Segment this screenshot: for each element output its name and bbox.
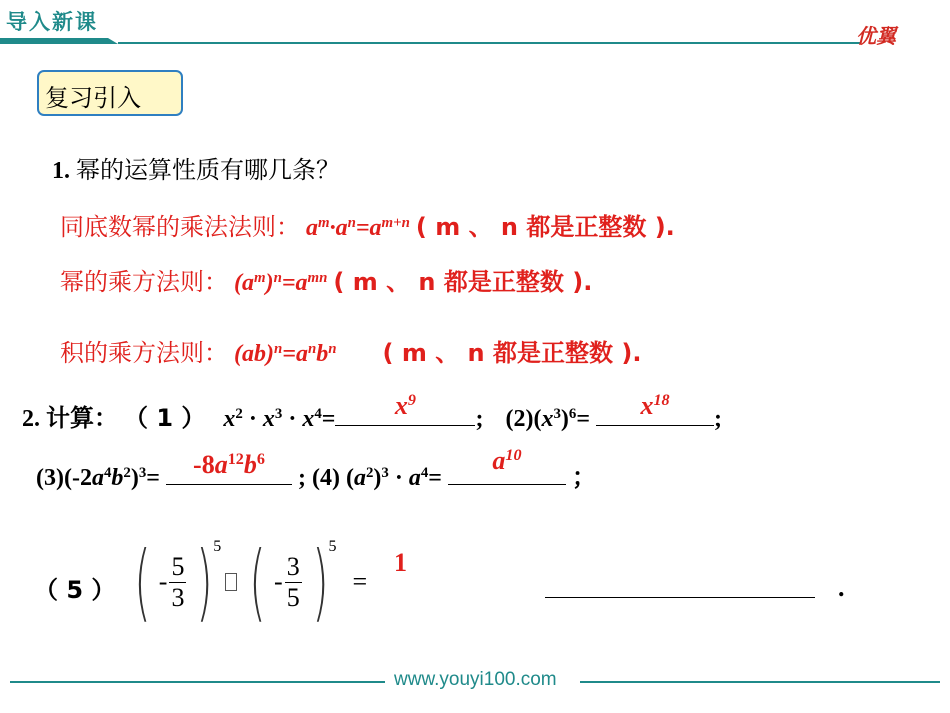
part-5-sign-1: -	[158, 567, 168, 596]
header-underline	[0, 0, 950, 50]
question-1-text: 幂的运算性质有哪几条？	[76, 156, 340, 184]
footer-line-left	[10, 681, 385, 683]
rule-product-name: 同底数幂的乘法法则：	[60, 213, 300, 241]
right-paren-icon: )	[311, 533, 329, 631]
rule-power-formula: $(a^m)^n=a^{mn}$	[234, 269, 328, 296]
rule-product-power	[60, 333, 641, 368]
separator: ;	[714, 406, 722, 432]
part-1-answer: $x^9$	[394, 391, 416, 420]
part-5-label: （ 5 ）	[34, 576, 116, 604]
part-3-expr: $(3)(-2a^4b^2)^3=$	[36, 464, 166, 491]
fraction-2-denominator: 5	[286, 582, 300, 612]
rule-product-condition: ( m 、 n 都是正整数 ).	[415, 213, 675, 241]
part-5-sign-2: -	[274, 567, 283, 596]
rule-product	[60, 207, 675, 242]
operator-placeholder-icon	[225, 573, 237, 591]
equals-sign: =	[352, 567, 368, 596]
question-2-number: 2.	[22, 406, 40, 432]
footer-line-right	[580, 681, 940, 683]
part-2-expr: $(2)(x^3)^6=$	[505, 405, 596, 432]
part-2-answer: $x^{18}$	[640, 391, 670, 420]
rule-power	[60, 262, 592, 297]
fraction-1	[169, 552, 186, 613]
rule-product-power-condition: ( m 、 n 都是正整数 ).	[382, 339, 642, 367]
question-1-number: 1.	[52, 158, 70, 184]
part-2-blank	[596, 391, 714, 426]
separator: ；	[571, 463, 596, 491]
question-1	[52, 150, 340, 185]
brand-logo: 优翼	[856, 24, 896, 48]
part-4-blank	[448, 446, 566, 485]
part-1-blank	[335, 391, 475, 426]
section-title: 导入新课	[6, 10, 98, 34]
rule-product-formula: $a^m\cdot a^n=a^{m+n}$	[306, 214, 410, 241]
fraction-2	[285, 552, 302, 613]
part-5-blank	[545, 597, 815, 598]
rule-product-power-name: 积的乘方法则：	[60, 339, 228, 367]
rule-power-name: 幂的乘方法则：	[60, 268, 228, 296]
footer-url: www.youyi100.com	[394, 669, 557, 690]
part-4-expr: (4) $(a^2)^3 \cdot a^4=$	[311, 464, 448, 491]
exponent-2: 5	[328, 538, 337, 555]
question-2-label: 计算：	[46, 404, 118, 432]
part-5-end: .	[838, 573, 845, 602]
right-paren-icon: )	[196, 533, 214, 631]
part-3-answer: $-8a^{12}b^6$	[193, 450, 265, 479]
part-5-expression	[126, 532, 367, 632]
fraction-2-numerator: 3	[286, 551, 300, 581]
left-paren-icon: (	[134, 533, 151, 631]
rule-power-condition: ( m 、 n 都是正整数 ).	[333, 268, 593, 296]
separator: ;	[297, 465, 306, 491]
part-4-answer: $a^{10}$	[492, 446, 522, 475]
review-tag-label: 复习引入	[45, 84, 141, 112]
part-5-answer: 1	[394, 548, 407, 577]
part-3-blank	[166, 450, 292, 485]
rule-product-power-formula: $(ab)^n=a^nb^n$	[234, 340, 337, 367]
part-1-expr: $x^2 \cdot x^3 \cdot x^4=$	[223, 405, 336, 432]
question-2-line-2	[36, 446, 596, 492]
fraction-1-numerator: 5	[171, 551, 185, 581]
part-1-label: （ 1 ）	[124, 404, 206, 432]
fraction-1-denominator: 3	[171, 582, 185, 612]
separator: ;	[475, 406, 484, 432]
exponent-1: 5	[213, 538, 222, 555]
left-paren-icon: (	[249, 533, 266, 631]
question-2-line-1	[22, 391, 722, 433]
